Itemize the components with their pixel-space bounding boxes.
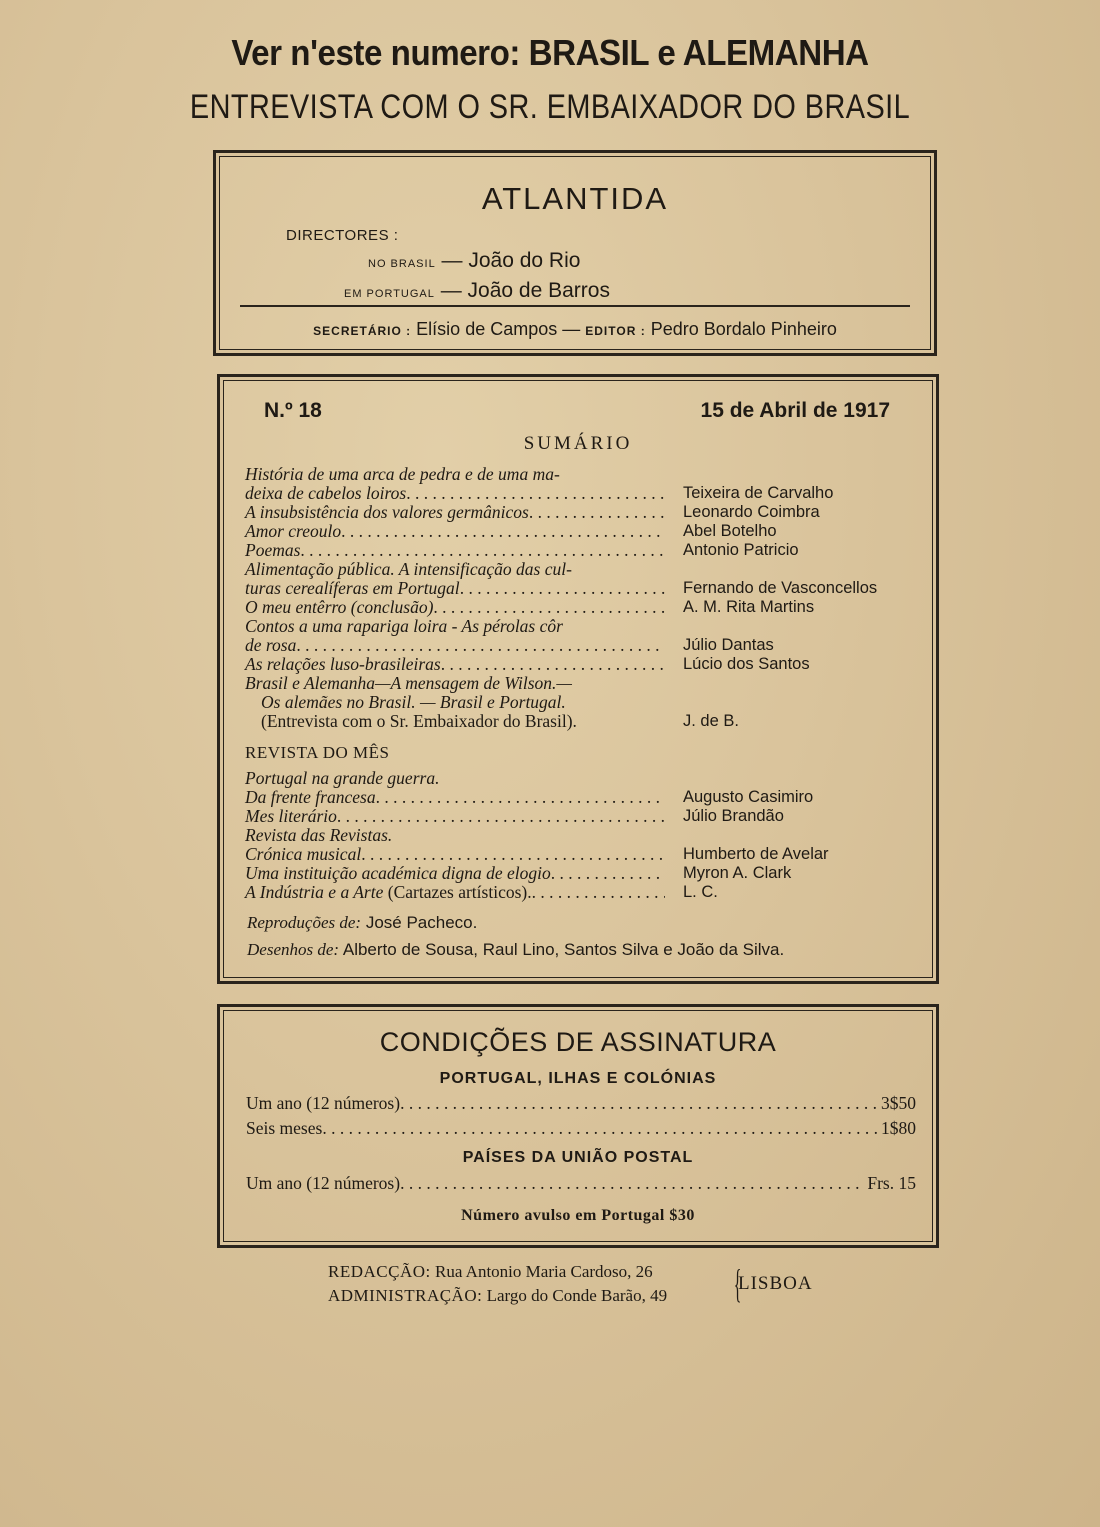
- revista-contents: [245, 769, 915, 902]
- toc-entry: [245, 769, 915, 788]
- region-uniao-postal: PAÍSES DA UNIÃO POSTAL: [462, 1149, 694, 1166]
- toc-author: Leonardo Coimbra: [683, 503, 820, 521]
- price-label: Um ano (12 números): [246, 1093, 401, 1113]
- toc-title-line: As relações luso-brasileiras: [245, 654, 441, 674]
- toc-title-line: turas cerealíferas em Portugal: [245, 578, 460, 598]
- avulso-price: Número avulso em Portugal $30: [461, 1207, 695, 1224]
- toc-title-line: História de uma arca de pedra e de uma ma-: [245, 464, 560, 484]
- toc-entry: [245, 503, 915, 522]
- toc-entry: [245, 864, 915, 883]
- toc-author: Myron A. Clark: [683, 864, 792, 882]
- toc-entry: [245, 845, 915, 864]
- toc-title-line: O meu entêrro (conclusão): [245, 597, 434, 617]
- subscription-title: CONDIÇÕES DE ASSINATURA: [379, 1027, 777, 1057]
- toc-title-line: Brasil e Alemanha—A mensagem de Wilson.—: [245, 673, 572, 693]
- toc-entry: [245, 560, 915, 598]
- toc-title-line: Os alemães no Brasil. — Brasil e Portugal.: [261, 692, 566, 712]
- address-value: Rua Antonio Maria Cardoso, 26: [434, 1262, 653, 1281]
- price-value: Frs. 15: [867, 1173, 916, 1193]
- administracao-line: [328, 1284, 667, 1308]
- region-portugal: PORTUGAL, ILHAS E COLÓNIAS: [439, 1070, 717, 1087]
- director-name: João do Rio: [468, 249, 581, 272]
- director-place: NO BRASIL: [368, 258, 436, 270]
- toc-entry: [245, 883, 915, 902]
- toc-author: Lúcio dos Santos: [683, 655, 810, 673]
- toc-author: Teixeira de Carvalho: [683, 484, 834, 502]
- toc-title-line: Revista das Revistas.: [245, 825, 393, 845]
- price-row: [246, 1118, 916, 1139]
- subscription-box: [217, 1004, 939, 1248]
- summary-title: SUMÁRIO: [523, 433, 633, 454]
- directores-label: DIRECTORES :: [286, 227, 399, 244]
- credit-value: Alberto de Sousa, Raul Lino, Santos Silva e João da Silva.: [342, 940, 785, 959]
- toc-title-line: Mes literário: [245, 806, 337, 826]
- toc-entry: [245, 807, 915, 826]
- toc-author: J. de B.: [683, 712, 739, 730]
- price-label: Seis meses: [246, 1118, 323, 1138]
- masthead-box: [213, 150, 937, 356]
- toc-author: Augusto Casimiro: [683, 788, 814, 806]
- address-value: Largo do Conde Barão, 49: [486, 1286, 668, 1305]
- credit-value: José Pacheco.: [365, 913, 478, 932]
- price-label: Um ano (12 números): [246, 1173, 401, 1193]
- toc-title-line: Da frente francesa: [245, 787, 376, 807]
- toc-title-line: A Indústria e a Arte: [245, 882, 384, 902]
- credit-label: Desenhos de:: [247, 940, 340, 959]
- city-name: LISBOA: [738, 1273, 813, 1294]
- price-row: [246, 1093, 916, 1114]
- toc-author: L. C.: [683, 883, 718, 901]
- toc-title-line: deixa de cabelos loiros: [245, 483, 407, 503]
- toc-title-line: Contos a uma rapariga loira - As pérolas côr: [245, 616, 563, 636]
- toc-entry: [245, 674, 915, 731]
- magazine-title: ATLANTIDA: [481, 181, 669, 216]
- director-name: João de Barros: [467, 279, 610, 302]
- address-label: REDACÇÃO:: [328, 1262, 431, 1281]
- secretario-name: Elísio de Campos: [416, 319, 558, 339]
- issue-number: N.º 18: [264, 399, 322, 422]
- toc-entry: [245, 655, 915, 674]
- toc-entry: [245, 826, 915, 845]
- director-brasil: NO BRASIL — João do Rio: [368, 249, 581, 272]
- toc-author: A. M. Rita Martins: [683, 598, 815, 616]
- redaccao-line: [328, 1260, 667, 1284]
- issue-date: 15 de Abril de 1917: [700, 399, 890, 422]
- brace-glyph: {: [733, 1261, 742, 1306]
- toc-entry: [245, 541, 915, 560]
- toc-author: Fernando de Vasconcellos: [683, 579, 878, 597]
- toc-entry: [245, 522, 915, 541]
- toc-title-line: Poemas: [245, 540, 301, 560]
- address-block: [328, 1260, 813, 1308]
- toc-title-line: Alimentação pública. A intensificação das cul-: [245, 559, 572, 579]
- editor-label: EDITOR :: [585, 324, 646, 338]
- toc-entry: [245, 598, 915, 617]
- secretario-label: SECRETÁRIO :: [313, 324, 412, 338]
- summary-box: [217, 374, 939, 984]
- toc-title-line: Uma instituição académica digna de elogio: [245, 863, 551, 883]
- headline-entrevista: ENTREVISTA COM O SR. EMBAIXADOR DO BRASIL: [189, 88, 911, 126]
- credit-label: Reproduções de:: [247, 913, 362, 932]
- toc-author: Humberto de Avelar: [683, 845, 829, 863]
- toc-author: Antonio Patricio: [683, 541, 799, 559]
- toc-author: Júlio Brandão: [683, 807, 784, 825]
- price-value: 3$50: [881, 1093, 916, 1113]
- price-value: 1$80: [881, 1118, 916, 1138]
- price-row: [246, 1173, 916, 1194]
- toc-title-line: Amor creoulo: [245, 521, 342, 541]
- toc-author: Júlio Dantas: [683, 636, 774, 654]
- revista-heading: REVISTA DO MÊS: [245, 743, 390, 762]
- address-label: ADMINISTRAÇÃO:: [328, 1286, 483, 1305]
- toc-title-line: de rosa: [245, 635, 297, 655]
- toc-title-line: Crónica musical: [245, 844, 362, 864]
- headline-brasil-alemanha: Ver n'este numero: BRASIL e ALEMANHA: [231, 32, 869, 73]
- director-portugal: EM PORTUGAL — João de Barros: [344, 279, 610, 302]
- reproducoes-credit: [247, 913, 477, 933]
- divider: [240, 305, 910, 307]
- table-of-contents: [245, 465, 915, 731]
- toc-title-line: Portugal na grande guerra.: [245, 768, 440, 788]
- toc-entry: [245, 617, 915, 655]
- toc-title-line: (Entrevista com o Sr. Embaixador do Brasil).: [261, 711, 577, 731]
- toc-entry: [245, 465, 915, 503]
- toc-title-suffix: (Cartazes artísticos).: [387, 882, 532, 902]
- desenhos-credit: [247, 940, 784, 960]
- toc-entry: [245, 788, 915, 807]
- editor-name: Pedro Bordalo Pinheiro: [650, 319, 837, 339]
- staff-line: SECRETÁRIO : Elísio de Campos — EDITOR : Pedro Bordalo Pinheiro: [313, 319, 837, 339]
- toc-title-line: A insubsistência dos valores germânicos: [245, 502, 529, 522]
- toc-author: Abel Botelho: [683, 522, 777, 540]
- director-place: EM PORTUGAL: [344, 288, 435, 300]
